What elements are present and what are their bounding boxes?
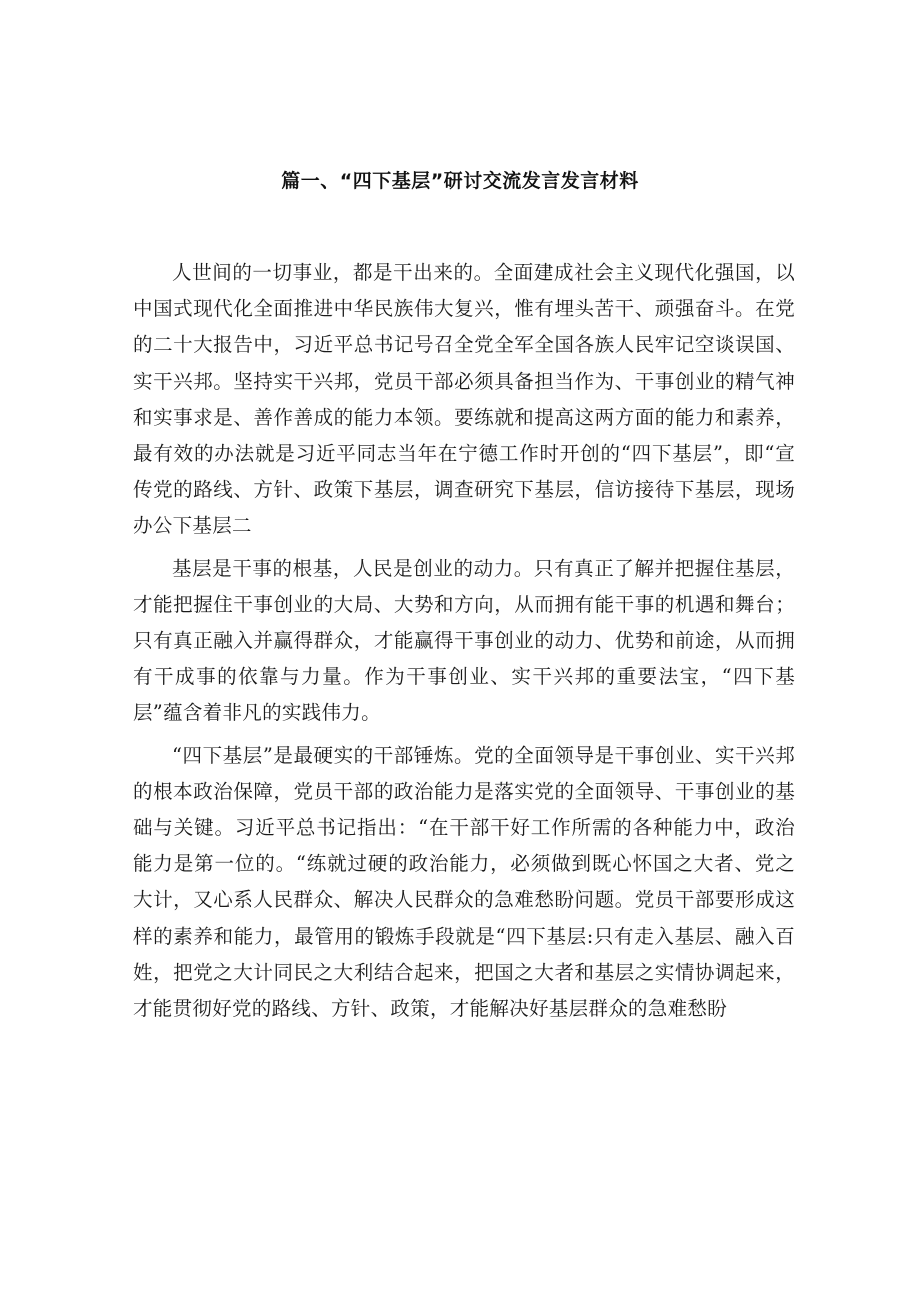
document-title: 篇一、“四下基层”研讨交流发言发言材料 bbox=[281, 170, 639, 192]
paragraph-2: 基层是干事的根基，人民是创业的动力。只有真正了解并把握住基层，才能把握住干事创业的大局、大势和方向，从而拥有能干事的机遇和舞台；只有真正融入并赢得群众，才能赢得干事创业的动力、优势和前途，从而拥有干成事的依靠与力量。作为干事创业、实干兴邦的重要法宝，“四下基层”蕴含着非凡的实践伟力。 bbox=[133, 556, 795, 725]
paragraph-1: 人世间的一切事业，都是干出来的。全面建成社会主义现代化强国，以中国式现代化全面推进中华民族伟大复兴，惟有埋头苦干、顽强奋斗。在党的二十大报告中，习近平总书记号召全党全军全国各族人民牢记空谈误国、实干兴邦。坚持实干兴邦，党员干部必须具备担当作为、干事创业的精气神和实事求是、善作善成的能力本领。要练就和提高这两方面的能力和素养，最有效的办法就是习近平同志当年在宁德工作时开创的“四下基层”，即“宣传党的路线、方针、政策下基层，调查研究下基层，信访接待下基层，现场办公下基层二 bbox=[133, 261, 795, 538]
document-body bbox=[133, 255, 795, 1033]
paragraph-3: “四下基层”是最硬实的干部锤炼。党的全面领导是干事创业、实干兴邦的根本政治保障，党员干部的政治能力是落实党的全面领导、干事创业的基础与关键。习近平总书记指出：“在干部干好工作所需的各种能力中，政治能力是第一位的。“练就过硬的政治能力，必须做到既心怀国之大者、党之大计，又心系人民群众、解决人民群众的急难愁盼问题。党员干部要形成这样的素养和能力，最管用的锻炼手段就是“四下基层:只有走入基层、融入百姓，把党之大计同民之大利结合起来，把国之大者和基层之实情协调起来，才能贯彻好党的路线、方针、政策，才能解决好基层群众的急难愁盼 bbox=[133, 743, 795, 1021]
